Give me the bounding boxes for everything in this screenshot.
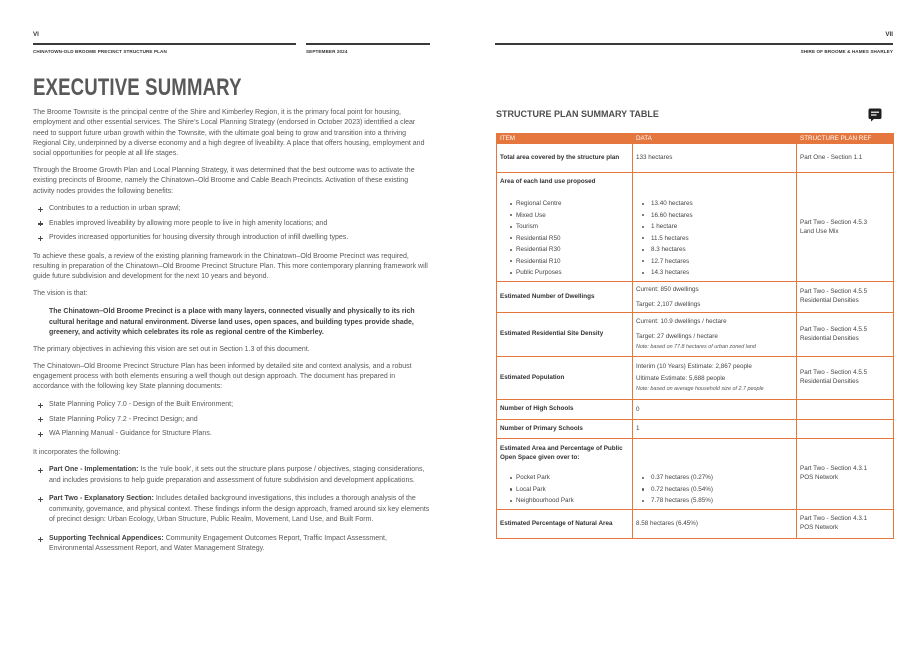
ref-cell bbox=[797, 282, 894, 313]
ref-line: Part Two - Section 4.5.5 bbox=[800, 369, 868, 377]
ref-line: Part One - Section 1.1 bbox=[800, 153, 863, 161]
list-item bbox=[636, 472, 793, 484]
list-item-text: Public Purposes bbox=[516, 269, 562, 277]
ref-line: Part Two - Section 4.5.3 bbox=[800, 219, 868, 227]
list-item bbox=[500, 256, 629, 268]
bullet-dot-icon bbox=[642, 203, 644, 205]
ref-cell bbox=[797, 400, 894, 420]
executive-summary-body bbox=[33, 108, 430, 563]
data-value: 133 hectares bbox=[636, 154, 673, 162]
bullet-dot-icon bbox=[642, 488, 644, 490]
plus-bullet-icon bbox=[38, 207, 43, 212]
running-title-left: CHINATOWN-OLD BROOME PRECINCT STRUCTURE PLAN bbox=[33, 49, 167, 54]
ref-cell bbox=[797, 357, 894, 400]
ref-line: POS Network bbox=[800, 524, 839, 531]
activation-paragraph: Through the Broome Growth Plan and Local Planning Strategy, it was determined that the best outcome was to activate the existing precincts of Broome, namely the Chinatown–Old Broome and Cable Beach Precincts. Activation of these existing activity nodes provides the following benefits: bbox=[33, 166, 415, 195]
data-cell bbox=[633, 400, 797, 420]
ref-cell bbox=[797, 144, 894, 173]
list-item bbox=[33, 400, 430, 410]
list-item-text: Provides increased opportunities for housing diversity through introduction of infill dwelling types. bbox=[49, 234, 349, 242]
part-text: Is the ‘rule book’, it sets out the structure plans purpose / objectives, staging considerations, and includes provisions to help guide preparation and assessment of future subdivision and development applications. bbox=[49, 466, 425, 484]
data-value: 14.3 hectares bbox=[651, 269, 690, 277]
table-row bbox=[497, 313, 894, 357]
data-value: Interim (10 Years) Estimate: 2,867 people bbox=[636, 363, 752, 370]
data-value: 8.58 hectares (6.45%) bbox=[636, 520, 698, 528]
table-row bbox=[497, 420, 894, 439]
ref-line: Part Two - Section 4.5.5 bbox=[800, 325, 868, 333]
list-item bbox=[33, 429, 430, 439]
bullet-dot-icon bbox=[642, 214, 644, 216]
plus-bullet-icon bbox=[38, 221, 43, 226]
list-item-text: State Planning Policy 7.0 - Design of the Built Environment; bbox=[49, 401, 234, 409]
bullet-dot-icon bbox=[642, 500, 644, 502]
data-cell bbox=[633, 439, 797, 510]
list-item bbox=[500, 267, 629, 279]
ref-line: Part Two - Section 4.3.1 bbox=[800, 515, 868, 523]
open-space-list bbox=[500, 472, 629, 507]
data-value: 12.7 hectares bbox=[651, 257, 690, 265]
bullet-dot-icon bbox=[510, 500, 512, 502]
bullet-dot-icon bbox=[642, 260, 644, 262]
list-item bbox=[636, 210, 793, 222]
ref-cell bbox=[797, 439, 894, 510]
item-label: Area of each land use proposed bbox=[500, 178, 596, 186]
table-row bbox=[497, 173, 894, 282]
list-item bbox=[636, 495, 793, 507]
list-item-text: Enables improved liveability by allowing more people to live in high amenity locations; and bbox=[49, 219, 328, 227]
item-cell bbox=[497, 173, 633, 282]
list-item-text: State Planning Policy 7.2 - Precinct Design; and bbox=[49, 415, 198, 423]
table-row bbox=[497, 357, 894, 400]
data-cell bbox=[633, 510, 797, 539]
data-cell bbox=[633, 420, 797, 439]
column-header-data: DATA bbox=[633, 134, 797, 144]
header-rule bbox=[306, 43, 430, 45]
running-date: SEPTEMBER 2024 bbox=[306, 49, 348, 54]
data-value: Target: 27 dwellings / hectare bbox=[636, 332, 718, 340]
list-item bbox=[33, 204, 430, 214]
list-item bbox=[636, 484, 793, 496]
data-value: 7.78 hectares (5.85%) bbox=[651, 497, 713, 505]
ref-line: POS Network bbox=[800, 474, 839, 481]
data-value: 0.72 hectares (0.54%) bbox=[651, 485, 713, 493]
item-cell bbox=[497, 144, 633, 173]
table-row bbox=[497, 510, 894, 539]
table-row bbox=[497, 400, 894, 420]
list-item bbox=[636, 267, 793, 279]
list-item bbox=[636, 198, 793, 210]
ref-cell bbox=[797, 510, 894, 539]
part-lead: Part Two - Explanatory Section: bbox=[49, 495, 154, 503]
land-use-list bbox=[500, 198, 629, 279]
part-text: Includes detailed background investigations, this includes a thorough analysis of the community, governance, and physical context. These findings inform the design approach, framed around six key elements of precinct design: Urban Ecology, Urban Structure, Public Realm, Movement, Land Use, and Built Form. bbox=[49, 495, 430, 524]
bullet-dot-icon bbox=[510, 260, 512, 262]
list-item bbox=[33, 233, 430, 243]
list-item bbox=[33, 465, 430, 486]
data-cell bbox=[633, 144, 797, 173]
informed-paragraph: The Chinatown–Old Broome Precinct Structure Plan has been informed by detailed site and context analysis, and a robust engagement process with both elements ensuring a well though out design approach. The document has prepared in accordance with the following key State planning documents: bbox=[33, 362, 412, 391]
list-item-text: Tourism bbox=[516, 223, 539, 231]
item-label: Estimated Population bbox=[500, 373, 565, 381]
vision-statement: The Chinatown–Old Broome Precinct is a place with many layers, connected visually and physically to its rich cultural heritage and natural environment. Diverse land uses, open spaces, and building types provide shade, greenery, and activity which celebrates its role as regional centre of the Kimberley. bbox=[49, 308, 415, 337]
list-item-text: Residential R50 bbox=[516, 234, 561, 242]
ref-line: Land Use Mix bbox=[800, 228, 839, 235]
item-cell bbox=[497, 400, 633, 420]
data-value: Current: 10.9 dwellings / hectare bbox=[636, 318, 727, 325]
bullet-dot-icon bbox=[642, 249, 644, 251]
item-label: Total area covered by the structure plan bbox=[500, 153, 620, 161]
header-rule bbox=[495, 43, 893, 45]
data-cell bbox=[633, 282, 797, 313]
bullet-dot-icon bbox=[642, 477, 644, 479]
bullet-dot-icon bbox=[510, 272, 512, 274]
data-value: 1 bbox=[636, 425, 640, 433]
data-value: 8.3 hectares bbox=[651, 246, 686, 254]
list-item bbox=[500, 210, 629, 222]
list-item bbox=[636, 221, 793, 233]
table-row bbox=[497, 439, 894, 510]
objectives-paragraph: The primary objectives in achieving this vision are set out in Section 1.3 of this document. bbox=[33, 346, 310, 354]
item-cell bbox=[497, 357, 633, 400]
item-cell bbox=[497, 282, 633, 313]
list-item bbox=[33, 415, 430, 425]
bullet-dot-icon bbox=[642, 226, 644, 228]
data-value: 13.40 hectares bbox=[651, 200, 693, 208]
list-item-text: Contributes to a reduction in urban sprawl; bbox=[49, 205, 181, 213]
bullet-dot-icon bbox=[510, 249, 512, 251]
list-item-text: Residential R30 bbox=[516, 246, 561, 254]
list-item bbox=[33, 534, 430, 555]
data-value: 0 bbox=[636, 405, 640, 413]
item-cell bbox=[497, 420, 633, 439]
data-value: 1 hectare bbox=[651, 223, 678, 231]
data-value: 0.37 hectares (0.27%) bbox=[651, 474, 713, 482]
ref-cell bbox=[797, 313, 894, 357]
part-lead: Supporting Technical Appendices: bbox=[49, 534, 164, 542]
list-item bbox=[500, 221, 629, 233]
running-title-right: SHIRE OF BROOME & HAMES SHARLEY bbox=[800, 49, 893, 54]
data-value: 11.5 hectares bbox=[651, 234, 689, 242]
data-note: Note: based on average household size of 2.7 people bbox=[636, 386, 764, 392]
land-use-values bbox=[636, 198, 793, 279]
item-cell bbox=[497, 439, 633, 510]
table-title: STRUCTURE PLAN SUMMARY TABLE bbox=[496, 109, 659, 119]
data-note: Note: based on 77.8 hectares of urban zoned land bbox=[636, 344, 756, 350]
plus-bullet-icon bbox=[38, 432, 43, 437]
list-item-text: Residential R10 bbox=[516, 257, 561, 265]
ref-line: Part Two - Section 4.5.5 bbox=[800, 288, 868, 296]
list-item bbox=[636, 244, 793, 256]
list-item bbox=[636, 233, 793, 245]
summary-table bbox=[496, 133, 894, 539]
ref-line: Part Two - Section 4.3.1 bbox=[800, 465, 868, 473]
list-item-text: WA Planning Manual - Guidance for Structure Plans. bbox=[49, 430, 212, 438]
data-cell bbox=[633, 313, 797, 357]
item-label: Number of High Schools bbox=[500, 405, 574, 413]
page-number-right: VII bbox=[885, 31, 893, 38]
bullet-dot-icon bbox=[510, 203, 512, 205]
list-item-text: Pocket Park bbox=[516, 474, 550, 482]
list-item bbox=[500, 198, 629, 210]
list-item bbox=[33, 219, 430, 229]
page-number-left: VI bbox=[33, 31, 39, 38]
bullet-dot-icon bbox=[642, 272, 644, 274]
list-item-text: Neighbourhood Park bbox=[516, 497, 574, 505]
plus-bullet-icon bbox=[38, 468, 43, 473]
plus-bullet-icon bbox=[38, 417, 43, 422]
list-item bbox=[500, 233, 629, 245]
list-item-text: Mixed Use bbox=[516, 211, 546, 219]
list-item-text: Regional Centre bbox=[516, 200, 562, 208]
list-item bbox=[500, 244, 629, 256]
page-title: EXECUTIVE SUMMARY bbox=[33, 74, 242, 101]
list-item bbox=[500, 472, 629, 484]
header-rule bbox=[33, 43, 296, 45]
data-value: Current: 850 dwellings bbox=[636, 286, 699, 293]
plus-bullet-icon bbox=[38, 537, 43, 542]
bullet-dot-icon bbox=[510, 226, 512, 228]
benefits-list bbox=[33, 204, 430, 243]
ref-line: Residential Densities bbox=[800, 378, 859, 385]
data-cell bbox=[633, 173, 797, 282]
data-cell bbox=[633, 357, 797, 400]
item-cell bbox=[497, 313, 633, 357]
bullet-dot-icon bbox=[510, 237, 512, 239]
list-item bbox=[33, 494, 430, 525]
vision-intro: The vision is that: bbox=[33, 290, 88, 298]
data-value: 16.60 hectares bbox=[651, 211, 693, 219]
table-row bbox=[497, 144, 894, 173]
ref-line: Residential Densities bbox=[800, 334, 859, 342]
ref-cell bbox=[797, 173, 894, 282]
incorporates-intro: It incorporates the following: bbox=[33, 448, 121, 456]
item-label: Estimated Residential Site Density bbox=[500, 330, 604, 338]
data-value: Ultimate Estimate: 5,688 people bbox=[636, 374, 726, 382]
data-value: Target: 2,107 dwellings bbox=[636, 300, 701, 308]
plus-bullet-icon bbox=[38, 497, 43, 502]
item-label: Estimated Number of Dwellings bbox=[500, 292, 595, 300]
speech-bubble-icon[interactable] bbox=[868, 108, 882, 122]
bullet-dot-icon bbox=[510, 214, 512, 216]
column-header-item: ITEM bbox=[497, 134, 633, 144]
column-header-ref: STRUCTURE PLAN REF bbox=[797, 134, 894, 144]
item-label: Estimated Area and Percentage of Public Open Space given over to: bbox=[500, 445, 623, 461]
intro-paragraph: The Broome Townsite is the principal centre of the Shire and Kimberley Region, it is the primary focal point for housing, employment and other essential services. The Shire’s Local Planning Strategy (endorsed in October 2023) identified a clear need to support future urban growth within the Townsite, with the ultimate goal being to grow and transition into a thriving Regional City, underpinned by a diverse economy and a high degree of liveability. A place that offers housing, employment and social opportunities for people at all life stages. bbox=[33, 109, 425, 158]
ref-cell bbox=[797, 420, 894, 439]
list-item bbox=[500, 495, 629, 507]
plus-bullet-icon bbox=[38, 403, 43, 408]
review-paragraph: To achieve these goals, a review of the existing planning framework in the Chinatown–Old Broome Precinct was required, resulting in preparation of the Chinatown–Old Broome Precinct Structure Plan. This more contemporary planning framework will guide future subdivision and development for the next 10 years and beyond. bbox=[33, 252, 428, 281]
part-lead: Part One - Implementation: bbox=[49, 466, 139, 474]
list-item bbox=[500, 484, 629, 496]
item-label: Number of Primary Schools bbox=[500, 424, 583, 432]
item-label: Estimated Percentage of Natural Area bbox=[500, 519, 613, 527]
bullet-dot-icon bbox=[510, 488, 512, 490]
ref-line: Residential Densities bbox=[800, 297, 859, 304]
open-space-values bbox=[636, 472, 793, 507]
bullet-dot-icon bbox=[510, 477, 512, 479]
list-item bbox=[636, 256, 793, 268]
item-cell bbox=[497, 510, 633, 539]
table-row bbox=[497, 282, 894, 313]
parts-list bbox=[33, 465, 430, 554]
part-text: Community Engagement Outcomes Report, Traffic Impact Assessment, Environmental Assessment Report, and Water Management Strategy. bbox=[49, 534, 387, 553]
state-documents-list bbox=[33, 400, 430, 439]
list-item-text: Local Park bbox=[516, 485, 546, 493]
bullet-dot-icon bbox=[642, 237, 644, 239]
table-header-row bbox=[497, 134, 894, 144]
plus-bullet-icon bbox=[38, 236, 43, 241]
